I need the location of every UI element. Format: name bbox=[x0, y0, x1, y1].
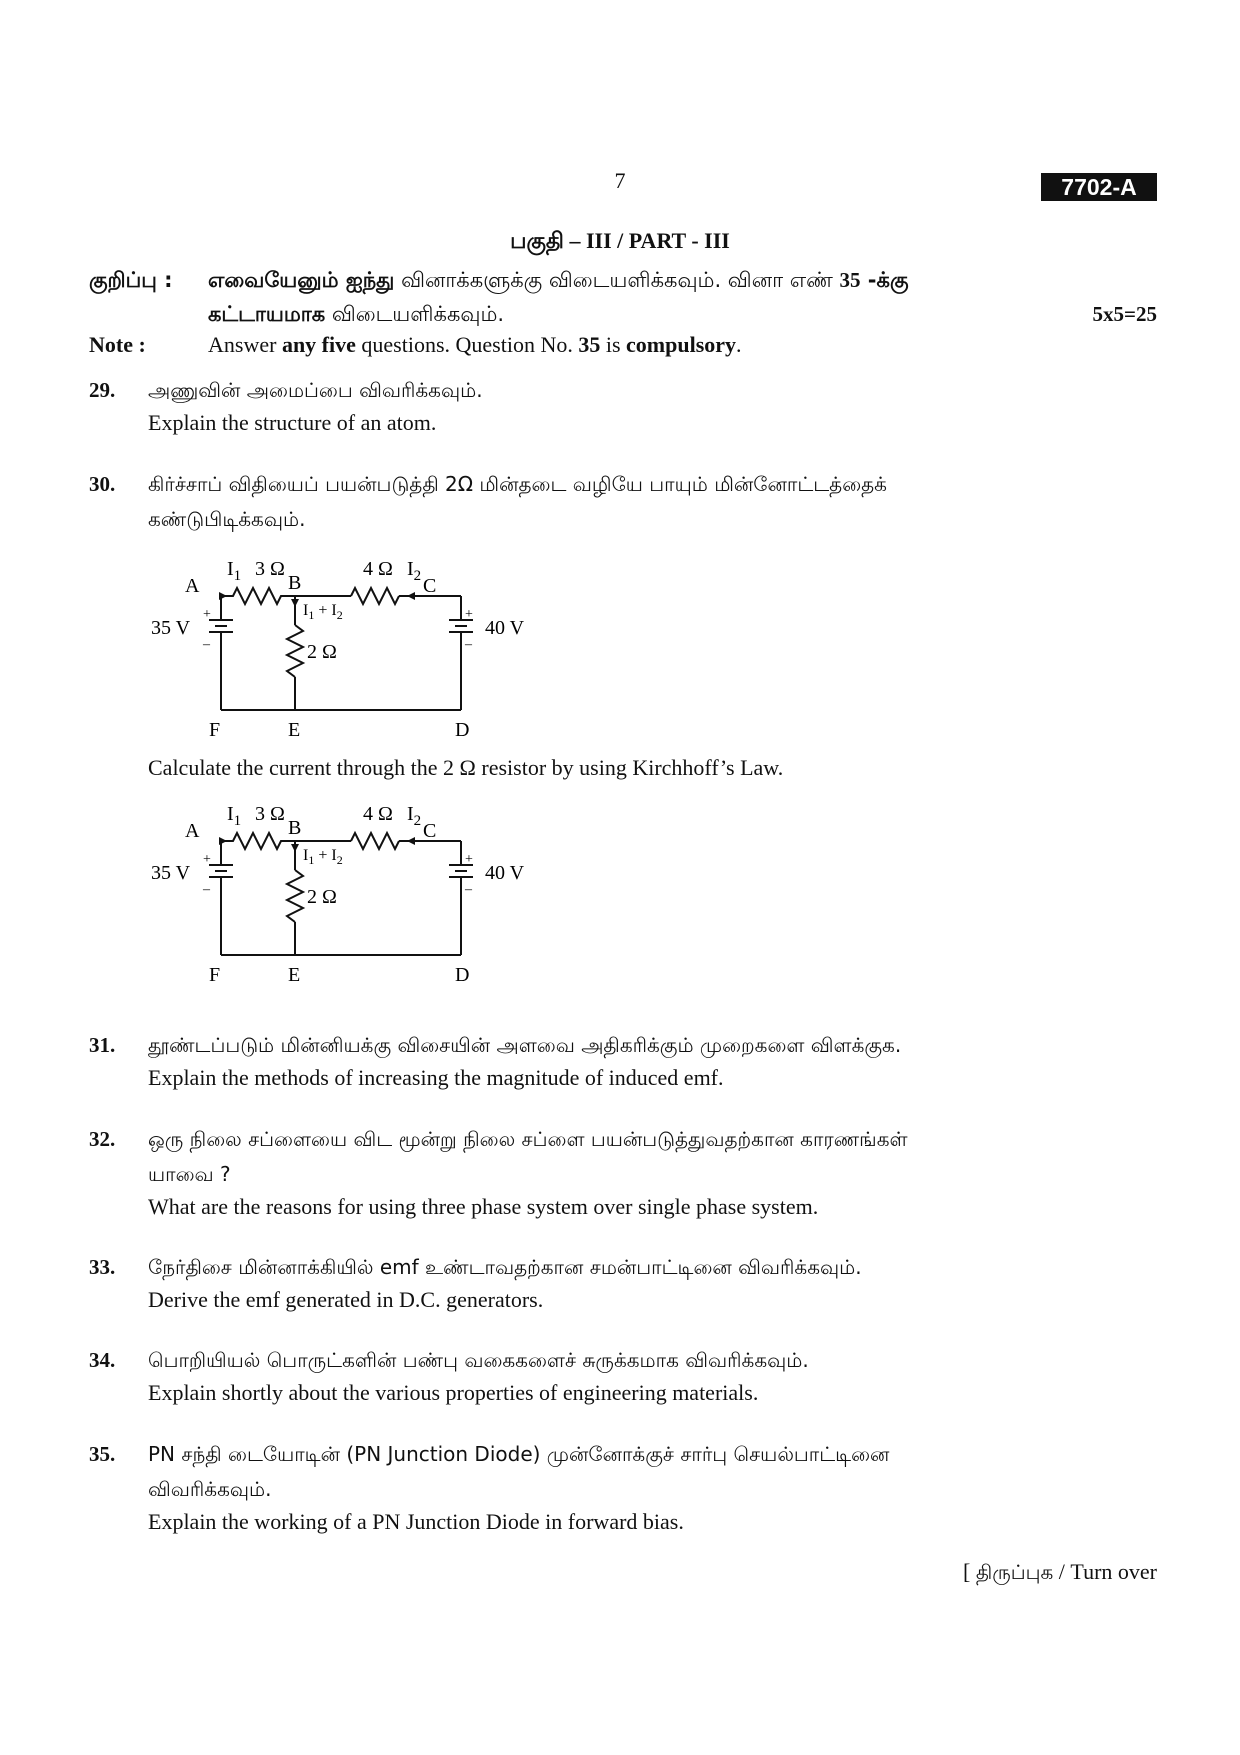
node-f-label: F bbox=[209, 719, 221, 740]
question-text-en: What are the reasons for using three phase system over single phase system. bbox=[148, 1194, 819, 1219]
node-b-label: B bbox=[288, 817, 302, 839]
question-text-ta: விவரிக்கவும். bbox=[148, 1477, 272, 1501]
paper-code-badge: 7702-A bbox=[1041, 173, 1157, 201]
resistor-4ohm-label: 4 Ω bbox=[363, 803, 393, 825]
note-en-t3: is bbox=[600, 332, 627, 357]
question-text-en: Explain shortly about the various properties of engineering materials. bbox=[148, 1380, 759, 1405]
note-en-text bbox=[208, 332, 742, 358]
note-ta-num: 35 bbox=[839, 268, 861, 292]
resistor-2ohm-label: 2 Ω bbox=[307, 886, 337, 908]
question-text-ta: பொறியியல் பொருட்களின் பண்பு வகைகளைச் சுருக்கமாக விவரிக்கவும். bbox=[148, 1348, 809, 1372]
polarity-minus: – bbox=[465, 637, 472, 652]
turn-over-footer bbox=[963, 1559, 1157, 1587]
question-text-en: Explain the working of a PN Junction Diode in forward bias. bbox=[148, 1509, 684, 1534]
current-i2-label: $I_2$ bbox=[407, 558, 422, 584]
note-en-label: Note : bbox=[89, 332, 146, 357]
question-text-en: Explain the structure of an atom. bbox=[148, 410, 437, 435]
node-e-label: E bbox=[288, 964, 301, 985]
current-i2-label: $I_2$ bbox=[407, 803, 422, 829]
node-d-label: D bbox=[455, 964, 470, 985]
note-en-t4: . bbox=[736, 332, 742, 357]
note-ta-text2: -க்கு bbox=[860, 268, 909, 292]
voltage-35v-label: 35 V bbox=[151, 862, 191, 884]
polarity-minus: – bbox=[203, 637, 210, 652]
note-ta-text1: வினாக்களுக்கு விடையளிக்கவும். வினா எண் bbox=[394, 268, 840, 292]
polarity-plus: + bbox=[465, 607, 473, 622]
footer-bracket: [ bbox=[962, 1559, 976, 1584]
polarity-plus: + bbox=[465, 852, 473, 867]
node-f-label: F bbox=[209, 964, 221, 985]
node-e-label: E bbox=[288, 719, 301, 740]
branch-current-label: $I_1 + I_2$ bbox=[303, 847, 343, 867]
page-number: 7 bbox=[614, 168, 626, 193]
node-a-label: A bbox=[185, 820, 200, 842]
note-en-b2: 35 bbox=[578, 332, 601, 357]
note-en-t1: Answer bbox=[208, 332, 282, 357]
question-text-ta: தூண்டப்படும் மின்னியக்கு விசையின் அளவை அதிகரிக்கும் முறைகளை விளக்குக. bbox=[148, 1033, 902, 1057]
question-number: 34. bbox=[89, 1348, 116, 1372]
note-en-b1: any five bbox=[281, 332, 356, 357]
question-text-ta: அணுவின் அமைப்பை விவரிக்கவும். bbox=[148, 378, 483, 402]
question-number: 33. bbox=[89, 1255, 116, 1279]
voltage-40v-label: 40 V bbox=[485, 862, 525, 884]
node-b-label: B bbox=[288, 572, 302, 594]
question-number: 31. bbox=[89, 1033, 116, 1057]
node-c-label: C bbox=[423, 820, 437, 842]
section-title-rest: – III / PART - III bbox=[563, 228, 730, 253]
node-a-label: A bbox=[185, 575, 200, 597]
circuit-diagram-en bbox=[145, 800, 545, 985]
circuit-diagram-ta bbox=[145, 555, 545, 740]
note-ta-bold1: எவையேனும் ஐந்து bbox=[208, 268, 395, 292]
resistor-2ohm-label: 2 Ω bbox=[307, 641, 337, 663]
note-ta-text3: விடையளிக்கவும். bbox=[325, 302, 505, 326]
question-number: 35. bbox=[89, 1442, 116, 1466]
marks-total: 5x5=25 bbox=[1092, 302, 1157, 326]
note-ta-line2 bbox=[208, 302, 504, 329]
question-text-en: Calculate the current through the 2 Ω resistor by using Kirchhoff’s Law. bbox=[148, 755, 784, 780]
polarity-minus: – bbox=[203, 882, 210, 897]
polarity-minus: – bbox=[465, 882, 472, 897]
note-ta-label: குறிப்பு : bbox=[89, 268, 173, 292]
question-number: 29. bbox=[89, 378, 116, 402]
footer-ta: திருப்புக bbox=[975, 1560, 1054, 1584]
question-text-en: Derive the emf generated in D.C. generators. bbox=[148, 1287, 544, 1312]
note-ta-line1 bbox=[208, 268, 909, 295]
polarity-plus: + bbox=[203, 607, 211, 622]
question-text-ta: கண்டுபிடிக்கவும். bbox=[148, 507, 306, 531]
note-ta-bold2: கட்டாயமாக bbox=[208, 302, 326, 326]
question-text-ta: நேர்திசை மின்னாக்கியில் emf உண்டாவதற்கான சமன்பாட்டினை விவரிக்கவும். bbox=[148, 1255, 862, 1279]
note-en-t2: questions. Question No. bbox=[355, 332, 579, 357]
note-en-b3: compulsory bbox=[626, 332, 737, 357]
node-d-label: D bbox=[455, 719, 470, 740]
voltage-35v-label: 35 V bbox=[151, 617, 191, 639]
resistor-3ohm-label: 3 Ω bbox=[255, 558, 285, 580]
question-number: 32. bbox=[89, 1127, 116, 1151]
question-number: 30. bbox=[89, 472, 116, 496]
section-title bbox=[0, 228, 1240, 257]
question-text-ta: PN சந்தி டையோடின் (PN Junction Diode) முன்னோக்குச் சார்பு செயல்பாட்டினை bbox=[148, 1442, 890, 1466]
resistor-4ohm-label: 4 Ω bbox=[363, 558, 393, 580]
voltage-40v-label: 40 V bbox=[485, 617, 525, 639]
question-text-ta: ஒரு நிலை சப்ளையை விட மூன்று நிலை சப்ளை பயன்படுத்துவதற்கான காரணங்கள் bbox=[148, 1127, 908, 1151]
current-i1-label: $I_1$ bbox=[227, 803, 242, 829]
question-text-en: Explain the methods of increasing the magnitude of induced emf. bbox=[148, 1065, 724, 1090]
footer-rest: / Turn over bbox=[1053, 1559, 1157, 1584]
node-c-label: C bbox=[423, 575, 437, 597]
section-title-ta: பகுதி bbox=[510, 229, 564, 254]
question-text-ta: கிர்ச்சாப் விதியைப் பயன்படுத்தி 2Ω மின்தடை வழியே பாயும் மின்னோட்டத்தைக் bbox=[148, 472, 887, 496]
polarity-plus: + bbox=[203, 852, 211, 867]
resistor-3ohm-label: 3 Ω bbox=[255, 803, 285, 825]
branch-current-label: $I_1 + I_2$ bbox=[303, 602, 343, 622]
current-i1-label: $I_1$ bbox=[227, 558, 242, 584]
question-text-ta: யாவை ? bbox=[148, 1162, 231, 1186]
